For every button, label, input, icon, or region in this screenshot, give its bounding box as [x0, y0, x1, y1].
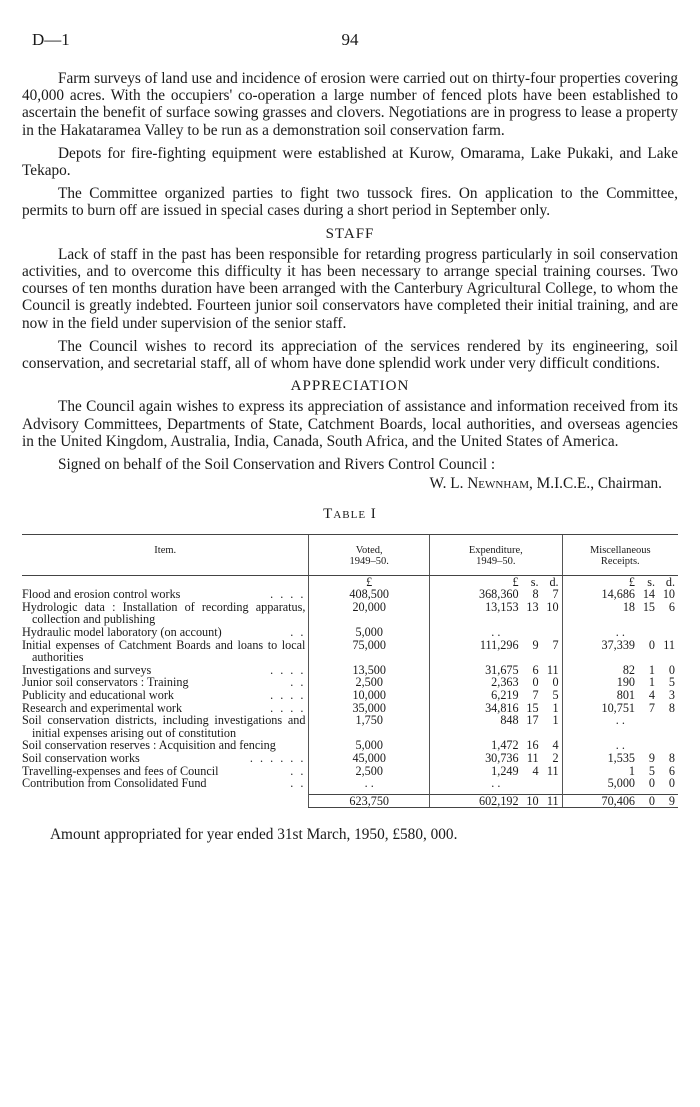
row-voted: 10,000	[309, 689, 430, 702]
row-voted: 2,500	[309, 765, 430, 778]
row-expenditure: 13,153 13 10	[485, 599, 559, 614]
total-exp-shillings: 10	[526, 793, 539, 808]
unit-misc-shillings: s.	[647, 574, 655, 589]
row-misc-receipts: 5,000 0 0	[607, 776, 675, 791]
row-expenditure: 848 17 1	[500, 713, 559, 728]
table-title: Table I	[323, 506, 377, 523]
column-header-expenditure: Expenditure, 1949–50.	[429, 534, 562, 575]
paragraph-farm-surveys: Farm surveys of land use and incidence of erosion were carried out on thirty-four properties covering 40,000 acres. With the occupiers' co-operation a large number of fenced plots have been established to ascertain the benefit of surface sowing grasses and clovers. Negotiations are in progress to lease a property in the Hakataramea Valley to be run as a demonstration soil conservation farm.	[22, 70, 678, 139]
row-item-label: . . Hydraulic model laboratory (on account)	[22, 625, 306, 640]
row-item-label: . . Travelling-expenses and fees of Council	[22, 763, 306, 778]
expenditure-table	[22, 534, 678, 809]
unit-exp-pounds: £	[512, 574, 519, 589]
row-expenditure: 1,472 16 4	[491, 738, 559, 753]
row-voted: 5,000	[309, 626, 430, 639]
signature-suffix: M.I.C.E., Chairman.	[536, 475, 662, 493]
row-voted: 2,500	[309, 676, 430, 689]
row-misc-receipts: 14,686 14 10	[601, 587, 675, 602]
row-misc-nil: . .	[615, 625, 625, 640]
document-reference: D—1	[32, 30, 70, 49]
total-misc-pence: 9	[668, 793, 675, 808]
paragraph-tussock-fires: The Committee organized parties to fight two tussock fires. On application to the Committee, permits to burn off are issued in special cases during a short period in September only.	[22, 185, 678, 220]
row-voted: 20,000	[309, 601, 430, 626]
totals-row	[22, 794, 678, 808]
row-voted: 13,500	[309, 664, 430, 677]
row-item-label: Hydrologic data : Installation of recording apparatus, collection and publishing	[22, 599, 306, 627]
row-expenditure: 1,249 4 11	[491, 763, 559, 778]
row-exp-nil: . .	[491, 625, 501, 640]
row-item-label: . . . . Research and experimental work	[22, 700, 306, 715]
table-row	[22, 639, 678, 664]
unit-misc-pounds: £	[628, 574, 635, 589]
row-expenditure: 34,816 15 1	[485, 700, 559, 715]
signature-initials: W. L.	[429, 475, 464, 493]
row-voted: . .	[309, 777, 430, 790]
row-voted: 45,000	[309, 752, 430, 765]
row-misc-receipts: 18 15 6	[622, 599, 675, 614]
row-item-label: . . . . . . Soil conservation works	[22, 750, 306, 765]
row-expenditure: 111,296 9 7	[479, 637, 559, 652]
column-header-voted: Voted, 1949–50.	[309, 534, 430, 575]
row-expenditure: 6,219 7 5	[491, 688, 559, 703]
signature-line: W. L. Newnham, M.I.C.E., Chairman.	[429, 475, 662, 493]
column-header-misc-receipts: Miscellaneous Receipts.	[562, 534, 678, 575]
row-expenditure: 31,675 6 11	[485, 662, 559, 677]
signed-line: Signed on behalf of the Soil Conservation and Rivers Control Council :	[58, 456, 496, 474]
signature-name: Newnham	[467, 475, 529, 493]
row-item-label: . . . . Investigations and surveys	[22, 662, 306, 677]
row-misc-receipts: 801 4 3	[616, 688, 675, 703]
row-misc-receipts: 1,535 9 8	[607, 750, 675, 765]
row-item-label: . . . . Publicity and educational work	[22, 688, 306, 703]
unit-misc-pence: d.	[665, 574, 675, 589]
body-text	[22, 70, 678, 844]
heading-appreciation: APPRECIATION	[290, 378, 410, 395]
row-misc-receipts: 10,751 7 8	[601, 700, 675, 715]
paragraph-staff-appreciation: The Council wishes to record its appreciation of the services rendered by its engineering, soil conservation, and secretarial staff, all of whom have done splendid work under very difficult conditions.	[22, 337, 678, 373]
row-item-label: . . Contribution from Consolidated Fund	[22, 776, 306, 791]
row-item-label: . . . . Flood and erosion control works	[22, 587, 306, 602]
unit-exp-shillings: s.	[530, 574, 539, 589]
row-misc-receipts: 190 1 5	[616, 675, 675, 690]
row-item-label: Initial expenses of Catchment Boards and loans to local authorities	[22, 637, 306, 665]
row-voted: 1,750	[309, 714, 430, 739]
total-misc-shillings: 0	[648, 793, 655, 808]
heading-staff: STAFF	[325, 225, 375, 242]
page-number: 94	[341, 30, 359, 49]
total-exp-pence: 11	[546, 793, 559, 808]
row-misc-nil: . .	[615, 738, 625, 753]
row-misc-receipts: 37,339 0 11	[601, 637, 675, 652]
row-voted: 408,500	[309, 588, 430, 601]
row-expenditure: 2,363 0 0	[491, 675, 559, 690]
total-misc-pounds: 70,406	[601, 793, 635, 808]
row-misc-nil: . .	[615, 713, 625, 728]
row-expenditure: 368,360 8 7	[478, 587, 559, 602]
row-item-label: Soil conservation reserves : Acquisition and fencing	[22, 738, 276, 753]
table-header-row	[22, 534, 678, 575]
paragraph-staff-training: Lack of staff in the past has been responsible for retarding progress particularly in soil conservation activities, and to overcome this difficulty it has been necessary to arrange special training courses. Two courses of ten months duration have been arranged with the Canterbury Agricultural College, to whom the Council is greatly indebted. Fourteen junior soil conservators have completed their initial training, and are now in the field under supervision of the senior staff.	[22, 245, 678, 332]
row-voted: 75,000	[309, 639, 430, 664]
appropriation-note: Amount appropriated for year ended 31st March, 1950, £580, 000.	[50, 826, 458, 844]
table-row	[22, 714, 678, 739]
row-expenditure: 30,736 11 2	[485, 750, 559, 765]
total-voted: 623,750	[309, 794, 430, 808]
paragraph-appreciation: The Council again wishes to express its appreciation of assistance and information received from its Advisory Committees, Departments of State, Catchment Boards, local authorities, and overseas agencies in the United Kingdom, Australia, India, Canada, South Africa, and the United States of America.	[22, 398, 678, 450]
total-exp-pounds: 602,192	[478, 793, 519, 808]
column-header-item: Item.	[22, 534, 309, 575]
row-exp-nil: . .	[491, 776, 501, 791]
unit-exp-pence: d.	[549, 574, 559, 589]
row-item-label: . . Junior soil conservators : Training	[22, 675, 306, 690]
row-item-label: Soil conservation districts, including investigations and initial expenses arising out of constitution	[22, 713, 306, 740]
row-misc-receipts: 1 5 6	[628, 763, 675, 778]
row-voted: 35,000	[309, 702, 430, 715]
row-misc-receipts: 82 1 0	[622, 662, 675, 677]
unit-voted: £	[309, 575, 430, 588]
paragraph-depots: Depots for fire-fighting equipment were established at Kurow, Omarama, Lake Pukaki, and Lake Tekapo.	[22, 144, 678, 180]
table-row	[22, 777, 678, 790]
table-row	[22, 601, 678, 626]
row-voted: 5,000	[309, 739, 430, 752]
